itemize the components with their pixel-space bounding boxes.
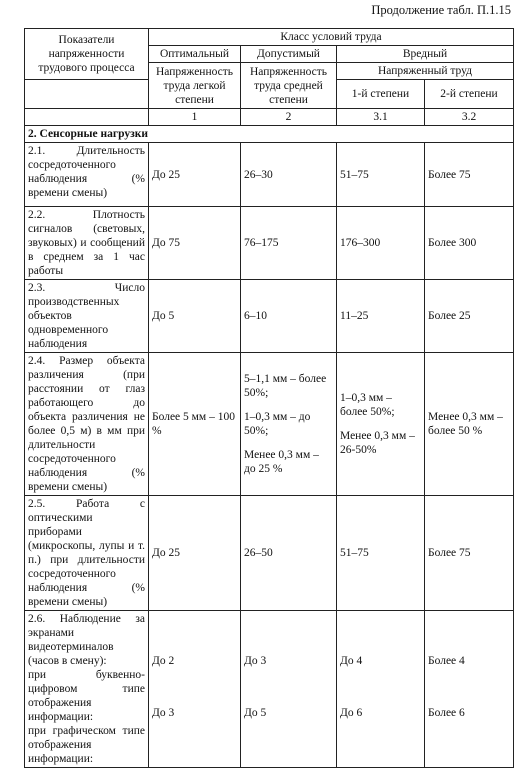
cell-acceptable-line-1: 5–1,1 мм – более 50%; (244, 373, 327, 399)
header-harmful: Вредный (337, 46, 514, 63)
working-conditions-table (24, 28, 514, 768)
column-number-1: 1 (149, 109, 241, 126)
cell-acceptable: 26–30 (241, 143, 337, 207)
cell-acceptable: 6–10 (241, 280, 337, 353)
cell-harmful-2 (425, 611, 514, 768)
cell-optimal (149, 611, 241, 768)
cell-acceptable: 76–175 (241, 207, 337, 280)
row-label-sub-1: при буквенно-цифровом типе отображения информации: (28, 669, 145, 723)
cell-acceptable-sub-1: До 3 (244, 655, 267, 667)
cell-harmful-2-sub-2: Более 6 (428, 707, 465, 719)
cell-harmful-1 (337, 611, 425, 768)
cell-harmful-1: 51–75 (337, 143, 425, 207)
cell-optimal: До 25 (149, 496, 241, 611)
cell-acceptable: 26–50 (241, 496, 337, 611)
row-label: 2.2. Плотность сигналов (световых, звуковых) и сообщений в среднем за 1 час работы (25, 207, 149, 280)
table-row (25, 611, 514, 768)
table-caption: Продолжение табл. П.1.15 (371, 3, 511, 17)
header-degree-1: 1-й степени (337, 80, 425, 109)
section-row (25, 126, 514, 143)
header-indicators: Показатели напряженности трудового процесса (25, 29, 149, 80)
row-label: 2.1. Длительность сосредоточенного наблюдения (% времени смены) (25, 143, 149, 207)
header-optimal-sub: Напряженность труда легкой степени (149, 63, 241, 109)
cell-harmful-1-sub-2: До 6 (340, 707, 363, 719)
cell-optimal: Более 5 мм – 100 % (149, 353, 241, 496)
table-row (25, 496, 514, 611)
table-row (25, 280, 514, 353)
row-label: 2.3. Число производственных объектов одновременного наблюдения (25, 280, 149, 353)
cell-acceptable-line-3: Менее 0,3 мм – до 25 % (244, 449, 319, 475)
cell-optimal: До 75 (149, 207, 241, 280)
cell-harmful-2-sub-1: Более 4 (428, 655, 465, 667)
header-acceptable: Допустимый (241, 46, 337, 63)
cell-harmful-2: Более 75 (425, 143, 514, 207)
cell-harmful-2: Более 300 (425, 207, 514, 280)
table-row (25, 143, 514, 207)
cell-acceptable-line-2: 1–0,3 мм – до 50%; (244, 411, 311, 437)
section-title: 2. Сенсорные нагрузки (25, 126, 514, 143)
row-label: 2.5. Работа с оптическими приборами (микроскопы, лупы и т. п.) при длительности сосредоточенного наблюдения (% времени смены) (25, 496, 149, 611)
row-label: 2.4. Размер объекта различения (при расстоянии от глаз работающего до объекта различения не более 0,5 м) в мм при длительности сосредоточенного наблюдения (% времени смены) (25, 353, 149, 496)
row-label (25, 611, 149, 768)
cell-acceptable-sub-2: До 5 (244, 707, 267, 719)
cell-harmful-2: Более 25 (425, 280, 514, 353)
cell-optimal-sub-1: До 2 (152, 655, 175, 667)
cell-acceptable (241, 611, 337, 768)
cell-harmful-1 (337, 353, 425, 496)
header-harmful-sub: Напряженный труд (337, 63, 514, 80)
cell-harmful-1: 176–300 (337, 207, 425, 280)
cell-harmful-1: 51–75 (337, 496, 425, 611)
cell-optimal: До 25 (149, 143, 241, 207)
column-number-2: 2 (241, 109, 337, 126)
header-indicators-bottom (25, 80, 149, 109)
cell-harmful-1: 11–25 (337, 280, 425, 353)
row-label-main: 2.6. Наблюдение за экранами видеотерминалов (часов в смену): (28, 613, 145, 667)
cell-harmful-1-line-2: Менее 0,3 мм – 26-50% (340, 430, 415, 456)
cell-harmful-1-sub-1: До 4 (340, 655, 363, 667)
column-number-row (25, 109, 514, 126)
cell-optimal: До 5 (149, 280, 241, 353)
header-class-title: Класс условий труда (149, 29, 514, 46)
column-number-3-1: 3.1 (337, 109, 425, 126)
cell-harmful-2: Более 75 (425, 496, 514, 611)
column-number-3-2: 3.2 (425, 109, 514, 126)
header-degree-2: 2-й степени (425, 80, 514, 109)
cell-optimal-sub-2: До 3 (152, 707, 175, 719)
cell-harmful-1-line-1: 1–0,3 мм – более 50%; (340, 392, 395, 418)
header-acceptable-sub: Напряженность труда средней степени (241, 63, 337, 109)
header-row-1 (25, 29, 514, 46)
header-optimal: Оптимальный (149, 46, 241, 63)
table-row (25, 207, 514, 280)
cell-acceptable (241, 353, 337, 496)
row-label-sub-2: при графическом типе отображения информации: (28, 725, 145, 765)
column-number-0 (25, 109, 149, 126)
table-row (25, 353, 514, 496)
cell-harmful-2: Менее 0,3 мм – более 50 % (425, 353, 514, 496)
